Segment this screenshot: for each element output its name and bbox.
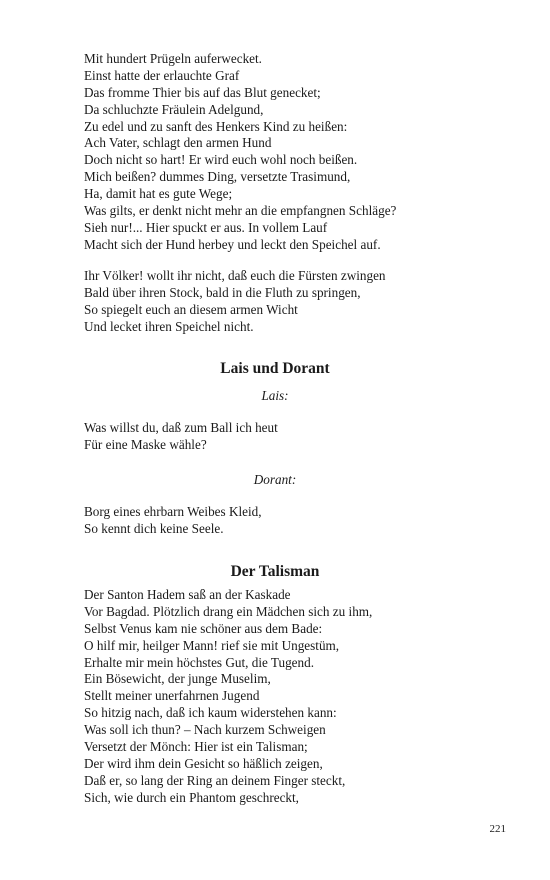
verse-line: Sich, wie durch ein Phantom geschreckt, [84, 789, 299, 805]
verse-line: So hitzig nach, daß ich kaum widerstehen kann: [84, 705, 337, 721]
stanza-1 [84, 51, 504, 254]
verse-line: Das fromme Thier bis auf das Blut genecket; [84, 84, 321, 100]
verse-line: Ach Vater, schlagt den armen Hund [84, 135, 272, 151]
verse-line: Selbst Venus kam nie schöner aus dem Bade: [84, 620, 323, 636]
verse-line: Sieh nur!... Hier spuckt er aus. In vollem Lauf [84, 219, 328, 235]
verse-line: Zu edel und zu sanft des Henkers Kind zu heißen: [84, 118, 348, 134]
verse-line: Erhalte mir mein höchstes Gut, die Tugend. [84, 654, 315, 670]
verse-line: Für eine Maske wähle? [84, 436, 207, 452]
verse-line: Was soll ich thun? – Nach kurzem Schweigen [84, 722, 326, 738]
stanza-2 [84, 268, 504, 336]
verse-line: Borg eines ehrbarn Weibes Kleid, [84, 504, 262, 519]
verse-line: Ein Bösewicht, der junge Muselim, [84, 671, 271, 687]
verse-line: Vor Bagdad. Plötzlich drang ein Mädchen sich zu ihm, [84, 603, 373, 619]
verse-line: So kennt dich keine Seele. [84, 520, 224, 536]
verse-line: Mit hundert Prügeln auferwecket. [84, 51, 262, 66]
verse-line: Versetzt der Mönch: Hier ist ein Talisman; [84, 739, 308, 755]
verse-line: Ha, damit hat es gute Wege; [84, 186, 233, 202]
verse-line: Bald über ihren Stock, bald in die Fluth zu springen, [84, 284, 361, 300]
poem-title-lais-und-dorant: Lais und Dorant [220, 360, 330, 377]
dorant-lines [84, 504, 504, 538]
talisman-verse [84, 587, 504, 807]
verse-line: Was gilts, er denkt nicht mehr an die empfangnen Schläge? [84, 203, 397, 219]
verse-line: Ihr Völker! wollt ihr nicht, daß euch die Fürsten zwingen [84, 268, 386, 283]
verse-line: Da schluchzte Fräulein Adelgund, [84, 101, 264, 117]
speaker-lais: Lais: [261, 388, 289, 403]
verse-line: Der wird ihm dein Gesicht so häßlich zeigen, [84, 755, 323, 771]
verse-line: Der Santon Hadem saß an der Kaskade [84, 587, 291, 602]
verse-line: O hilf mir, heilger Mann! rief sie mit Ungestüm, [84, 637, 340, 653]
verse-line: Doch nicht so hart! Er wird euch wohl noch beißen. [84, 152, 358, 168]
verse-line: Und lecket ihren Speichel nicht. [84, 318, 254, 334]
verse-line: Was willst du, daß zum Ball ich heut [84, 420, 278, 435]
verse-line: Mich beißen? dummes Ding, versetzte Trasimund, [84, 169, 351, 185]
speaker-dorant: Dorant: [253, 472, 297, 487]
verse-line: Daß er, so lang der Ring an deinem Finger steckt, [84, 772, 346, 788]
verse-line: Einst hatte der erlauchte Graf [84, 67, 240, 83]
poem-title-der-talisman: Der Talisman [230, 563, 320, 580]
verse-line: Stellt meiner unerfahrnen Jugend [84, 688, 260, 704]
lais-lines [84, 420, 504, 454]
verse-line: So spiegelt euch an diesem armen Wicht [84, 301, 298, 317]
verse-line: Macht sich der Hund herbey und leckt den Speichel auf. [84, 236, 381, 252]
page-number: 221 [489, 823, 506, 835]
